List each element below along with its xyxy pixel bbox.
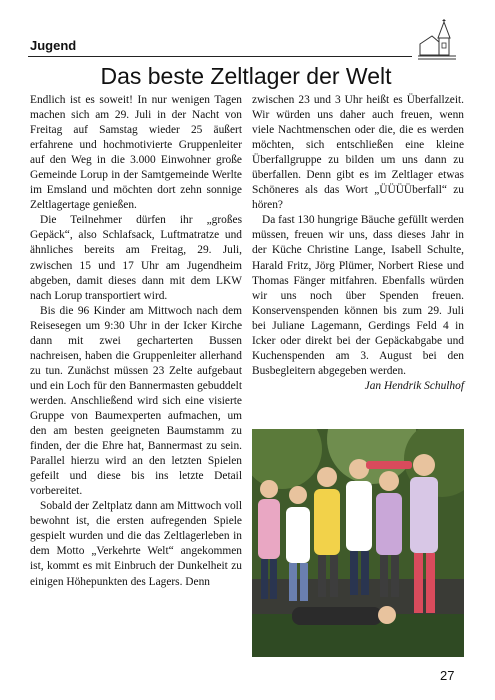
author-signature: Jan Hendrik Schulhof <box>364 379 464 392</box>
article-column-left <box>30 93 242 590</box>
group-photo <box>252 429 464 657</box>
paragraph: Endlich ist es soweit! In nur wenigen Tagen machen sich am 29. Juli in der Nacht von Freitag auf Samstag wieder 25 äußert erfahrene und hochmotivierte Gruppenleiter auf den Weg in die 3.000 Einwohner große Gemeinde Lorup in der Samtgemeinde Werlte im Emsland und möchten dort zehn sonnige Zeltlagertage genießen. <box>30 94 242 212</box>
paragraph: Die Teilnehmer dürfen ihr „großes Gepäck“, also Schlafsack, Luftmatratze und ähnliches bereits am Freitag, 29. Juli, zwischen 15 und 17 Uhr am Jugendheim abgeben, damit dieses dann mit dem LKW nach Lorup transportiert wird. <box>30 214 242 302</box>
page-number: 27 <box>440 668 455 683</box>
church-logo-icon <box>412 18 460 62</box>
paragraph: Sobald der Zeltplatz dann am Mittwoch voll bewohnt ist, die ersten aufregenden Spiele gespielt wurden und die das Zeltlagerleben in dem Motto „Verkehrte Welt“ angekommen ist, kommt es mit Einbruch der Dunkelheit zu einigen Höhepunkten des Lagers. Denn <box>30 500 242 588</box>
article-title: Das beste Zeltlager der Welt <box>100 63 392 89</box>
group-photo-illustration <box>252 429 464 657</box>
article-column-right <box>252 93 464 394</box>
section-label: Jugend <box>30 38 77 53</box>
paragraph: Da fast 130 hungrige Bäuche gefüllt werden müssen, freuen wir uns, dass dieses Jahr in der Küche Christine Lange, Isabell Schulte, Harald Fritz, Jörg Plümer, Norbert Riese und Thomas Fänger mitfahren. Ebenfalls würden wir uns noch über Spenden freuen. Konservenspenden können bis zum 29. Juli bei Juliane Lagemann, Gerdings Feld 4 in Icker oder direkt bei der Gepäckabgabe und Kuchenspenden am 3. August bei den Busbegleitern abgegeben werden. <box>252 214 464 377</box>
paragraph: Bis die 96 Kinder am Mittwoch nach dem Reisesegen um 9:30 Uhr in der Icker Kirche dann mit zwei gecharterten Bussen nachreisen, haben die Gruppenleiter allerhand zu tun. Zunächst müssen 23 Zelte aufgebaut und ein Loch für den Bannermasten gebuddelt werden. Anschließend wird sich eine visierte Gruppe von Baumexperten aufmachen, um den am besten geeigneten Baumstamm zu finden, der die Ehre hat, Bannermast zu sein. Parallel hierzu wird an den letzten Spielen gefeilt und diese bis ins letzte Detail vorbereitet. <box>30 304 242 498</box>
header-rule <box>28 56 412 57</box>
paragraph: zwischen 23 und 3 Uhr heißt es Überfallzeit. Wir würden uns daher auch freuen, wenn viele Nachtmenschen oder die, die es werden möchten, sich entschließen eine kleine Überfallgruppe zu bilden um uns dann zu überfallen. Denn gibt es im Zeltlager etwas Schöneres als das Wort „ÜÜÜÜberfall“ zu hören? <box>252 94 464 212</box>
